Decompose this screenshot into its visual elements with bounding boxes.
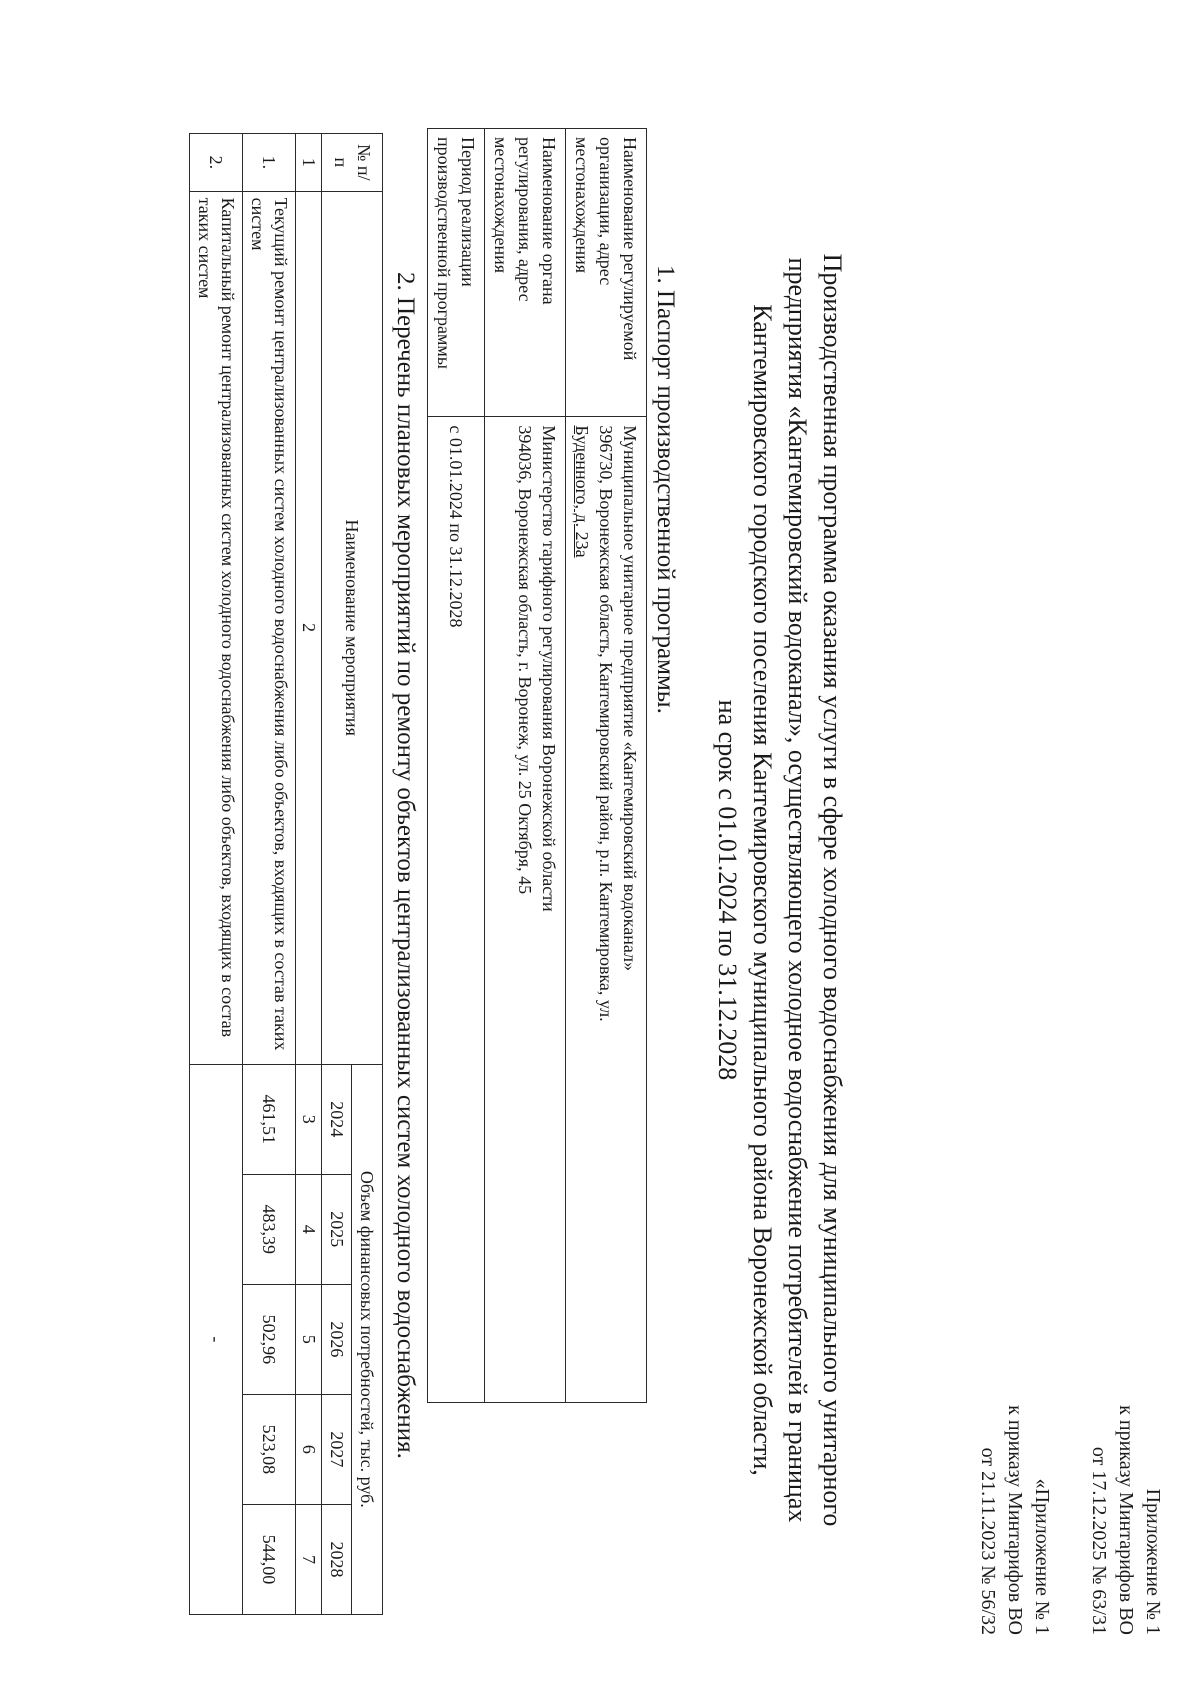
repair-plan-table — [189, 133, 383, 1615]
header-num: № п/п — [322, 134, 383, 192]
appendix-line: от 17.12.2025 № 63/31 — [1088, 1446, 1110, 1635]
appendix-header-current — [1085, 1405, 1166, 1635]
passport-value-line: Буденного, д. 23а — [572, 425, 592, 558]
appendix-header-previous — [974, 1405, 1055, 1635]
appendix-line: «Приложение № 1 — [1031, 1478, 1053, 1635]
section-2-heading: 2. Перечень плановых мероприятий по ремонту объектов централизованных систем холодного водоснабжения. — [392, 272, 419, 1459]
title-line: Кантемировского городского поселения Кантемировского муниципального района Воронежской области, — [748, 304, 777, 1476]
row-value: 523,08 — [243, 1394, 296, 1504]
passport-value-line: Министерство тарифного регулирования Воронежской области — [539, 425, 559, 912]
header-year: 2024 — [322, 1064, 352, 1174]
passport-value — [428, 417, 485, 1403]
appendix-line: к приказу Минтарифов ВО — [1115, 1405, 1137, 1635]
row-num: 2. — [190, 134, 243, 192]
header-year: 2028 — [322, 1504, 352, 1614]
column-index: 7 — [296, 1504, 322, 1614]
column-index: 6 — [296, 1394, 322, 1504]
header-year: 2027 — [322, 1394, 352, 1504]
table-row — [190, 134, 243, 1615]
table-row — [243, 134, 296, 1615]
appendix-line: к приказу Минтарифов ВО — [1004, 1405, 1026, 1635]
column-index: 2 — [296, 191, 322, 1064]
row-name: Текущий ремонт централизованных систем холодного водоснабжения либо объектов, входящих в состав таких систем — [243, 191, 296, 1064]
row-value-merged: - — [190, 1064, 243, 1614]
appendix-line: от 21.11.2023 № 56/32 — [977, 1447, 999, 1635]
passport-row — [428, 129, 485, 1403]
title-line: предприятия «Кантемировский водоканал», осуществляющего холодное водоснабжение потребителей в границах — [783, 257, 812, 1523]
passport-value-line: 396730, Воронежская область, Кантемировский район, р.п. Кантемировка, ул. — [596, 425, 616, 1022]
passport-label: Наименование органа регулирования, адрес местонахождения — [485, 129, 566, 417]
header-year: 2026 — [322, 1284, 352, 1394]
column-index: 3 — [296, 1064, 322, 1174]
title-line: Производственная программа оказания услуги в сфере холодного водоснабжения для муниципального унитарного — [818, 253, 847, 1527]
row-num: 1. — [243, 134, 296, 192]
row-value: 544,00 — [243, 1504, 296, 1614]
header-volume: Объем финансовых потребностей, тыс. руб. — [352, 1064, 383, 1614]
passport-value-line: с 01.01.2024 по 31.12.2028 — [446, 425, 466, 628]
row-value: 502,96 — [243, 1284, 296, 1394]
column-index-row — [296, 134, 322, 1615]
passport-row — [485, 129, 566, 1403]
passport-value-line: Муниципальное унитарное предприятие «Кантемировский водоканал» — [620, 425, 640, 971]
column-index: 4 — [296, 1174, 322, 1284]
passport-value — [566, 417, 647, 1403]
column-index: 5 — [296, 1284, 322, 1394]
column-index: 1 — [296, 134, 322, 192]
table-header-row — [352, 134, 383, 1615]
row-value: 461,51 — [243, 1064, 296, 1174]
row-value: 483,39 — [243, 1174, 296, 1284]
header-year: 2025 — [322, 1174, 352, 1284]
passport-value — [485, 417, 566, 1403]
passport-label: Период реализации производственной программы — [428, 129, 485, 417]
title-line: на срок с 01.01.2024 по 31.12.2028 — [713, 699, 742, 1081]
document-title — [710, 150, 850, 1630]
passport-row — [566, 129, 647, 1403]
header-name: Наименование мероприятия — [322, 191, 383, 1064]
passport-label: Наименование регулируемой организации, адрес местонахождения — [566, 129, 647, 417]
passport-table — [427, 128, 647, 1403]
passport-value-line: 394036, Воронежская область, г. Воронеж, ул. 25 Октября, 45 — [515, 425, 535, 895]
row-name: Капитальный ремонт централизованных систем холодного водоснабжения либо объектов, входящих в состав таких систем — [190, 191, 243, 1064]
appendix-line: Приложение № 1 — [1142, 1488, 1164, 1635]
section-1-heading: 1. Паспорт производственной программы. — [652, 265, 679, 714]
